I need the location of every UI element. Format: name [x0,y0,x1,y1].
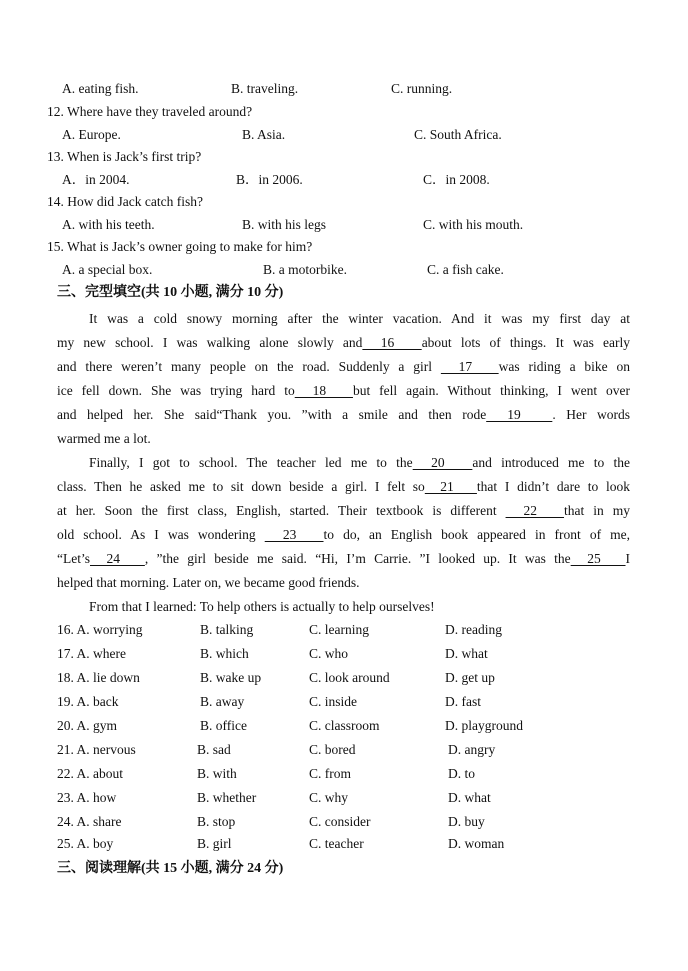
passage-text: It was a cold snowy morning after the winter vacation. And it was my first day at [89,311,630,326]
cloze-option-c: C. who [309,646,349,661]
q13-option-c: C．in 2008. [423,172,490,187]
p2-line [57,574,630,598]
p1-line [57,310,630,334]
cloze-option-a: 18. A. lie down [57,670,140,685]
passage-text: and helped her. She said“Thank you. ”with a smile and then rode [57,407,487,422]
passage-text: warmed me a lot. [57,431,151,446]
q13-option-b: B．in 2006. [236,172,303,187]
q15-option-c: C. a fish cake. [427,262,504,277]
passage-paragraph-2 [57,454,630,598]
q15-option-b: B. a motorbike. [263,262,347,277]
cloze-option-b: B. away [200,694,245,709]
cloze-option-b: B. wake up [200,670,262,685]
q14-option-c: C. with his mouth. [423,217,524,232]
cloze-option-c: C. teacher [309,836,364,851]
q11-option-c: C. running. [391,81,453,96]
cloze-option-c: C. why [309,790,349,805]
cloze-option-a: 21. A. nervous [57,742,136,757]
p2-line [57,550,630,574]
cloze-option-a: 17. A. where [57,646,126,661]
q13-option-a: A．in 2004. [62,172,130,187]
cloze-option-c: C. consider [309,814,371,829]
passage-text: class. Then he asked me to sit down beside a girl. I felt so [57,479,425,494]
p1-line [57,382,630,406]
passage-text: and introduced me to the [472,455,631,470]
cloze-option-d: D. get up [445,670,495,685]
passage-text: and there weren’t many people on the road. Suddenly a girl [57,359,441,374]
p2-line [57,526,630,550]
passage-text: at her. Soon the first class, English, started. Their textbook is different [57,503,506,518]
passage-text: that in my [564,503,630,518]
q11-option-a: A. eating fish. [62,81,139,96]
cloze-option-a: 25. A. boy [57,836,114,851]
passage-text: but fell again. Without thinking, I went over [352,383,631,398]
cloze-option-b: B. stop [197,814,236,829]
passage-text: “Let’s [57,551,90,566]
cloze-option-b: B. office [200,718,247,733]
cloze-blank: 16 [362,335,422,350]
passage-text: , ”the girl beside me said. “Hi, I’m Carrie. ”I looked up. It was the [144,551,571,566]
passage-text: . Her words [552,407,630,422]
cloze-blank: 22 [505,503,565,518]
cloze-option-d: D. woman [448,836,505,851]
q14-option-a: A. with his teeth. [62,217,155,232]
cloze-blank: 21 [424,479,477,494]
q12-question: 12. Where have they traveled around? [47,104,253,119]
passage-text: Finally, I got to school. The teacher led me to the [89,455,413,470]
passage-text: helped that morning. Later on, we became good friends. [57,575,360,590]
cloze-option-c: C. learning [309,622,369,637]
passage-text: was riding a bike on [498,359,630,374]
cloze-option-a: 19. A. back [57,694,119,709]
cloze-option-a: 16. A. worrying [57,622,143,637]
cloze-blank: 18 [294,383,353,398]
q11-option-b: B. traveling. [231,81,299,96]
passage-text: about lots of things. It was early [421,335,630,350]
cloze-option-b: B. which [200,646,249,661]
section-heading-reading: 三、阅读理解(共 15 小题, 满分 24 分) [57,861,284,876]
cloze-option-d: D. angry [448,742,496,757]
cloze-option-c: C. bored [309,742,356,757]
q14-question: 14. How did Jack catch fish? [47,194,203,209]
passage-paragraph-3: From that I learned: To help others is actually to help ourselves! [89,599,435,614]
cloze-option-a: 22. A. about [57,766,123,781]
cloze-option-c: C. classroom [309,718,380,733]
cloze-blank: 19 [486,407,553,422]
cloze-option-a: 24. A. share [57,814,122,829]
cloze-option-d: D. what [448,790,491,805]
passage-text: to do, an English book appeared in front of me, [323,527,630,542]
cloze-option-b: B. girl [197,836,232,851]
q13-question: 13. When is Jack’s first trip? [47,149,202,164]
cloze-option-c: C. look around [309,670,390,685]
cloze-blank: 25 [570,551,626,566]
passage-text: old school. As I was wondering [57,527,265,542]
cloze-option-b: B. talking [200,622,254,637]
cloze-option-d: D. reading [445,622,502,637]
cloze-blank: 17 [440,359,499,374]
p1-line [57,430,630,454]
p1-line [57,334,630,358]
cloze-option-d: D. to [448,766,475,781]
p2-line [57,478,630,502]
cloze-blank: 20 [412,455,473,470]
passage-text: my new school. I was walking alone slowly and [57,335,363,350]
cloze-option-d: D. buy [448,814,485,829]
cloze-blank: 24 [90,551,145,566]
passage-text: ice fell down. She was trying hard to [57,383,295,398]
q12-option-c: C. South Africa. [414,127,502,142]
cloze-option-b: B. whether [197,790,257,805]
q15-option-a: A. a special box. [62,262,153,277]
q15-question: 15. What is Jack’s owner going to make for him? [47,239,313,254]
q14-option-b: B. with his legs [242,217,327,232]
q12-option-b: B. Asia. [242,127,286,142]
passage-text: that I didn’t dare to look [476,479,630,494]
passage-paragraph-1 [57,310,630,454]
cloze-option-a: 23. A. how [57,790,117,805]
q12-option-a: A. Europe. [62,127,121,142]
cloze-option-b: B. with [197,766,237,781]
p1-line [57,358,630,382]
cloze-option-d: D. playground [445,718,523,733]
cloze-option-d: D. what [445,646,488,661]
cloze-blank: 23 [264,527,324,542]
p2-line [57,502,630,526]
cloze-option-a: 20. A. gym [57,718,118,733]
passage-text: I [625,551,631,566]
p1-line [57,406,630,430]
p2-line [57,454,630,478]
cloze-option-d: D. fast [445,694,481,709]
cloze-option-c: C. inside [309,694,358,709]
cloze-option-b: B. sad [197,742,231,757]
section-heading-cloze: 三、完型填空(共 10 小题, 满分 10 分) [57,285,284,300]
cloze-option-c: C. from [309,766,351,781]
